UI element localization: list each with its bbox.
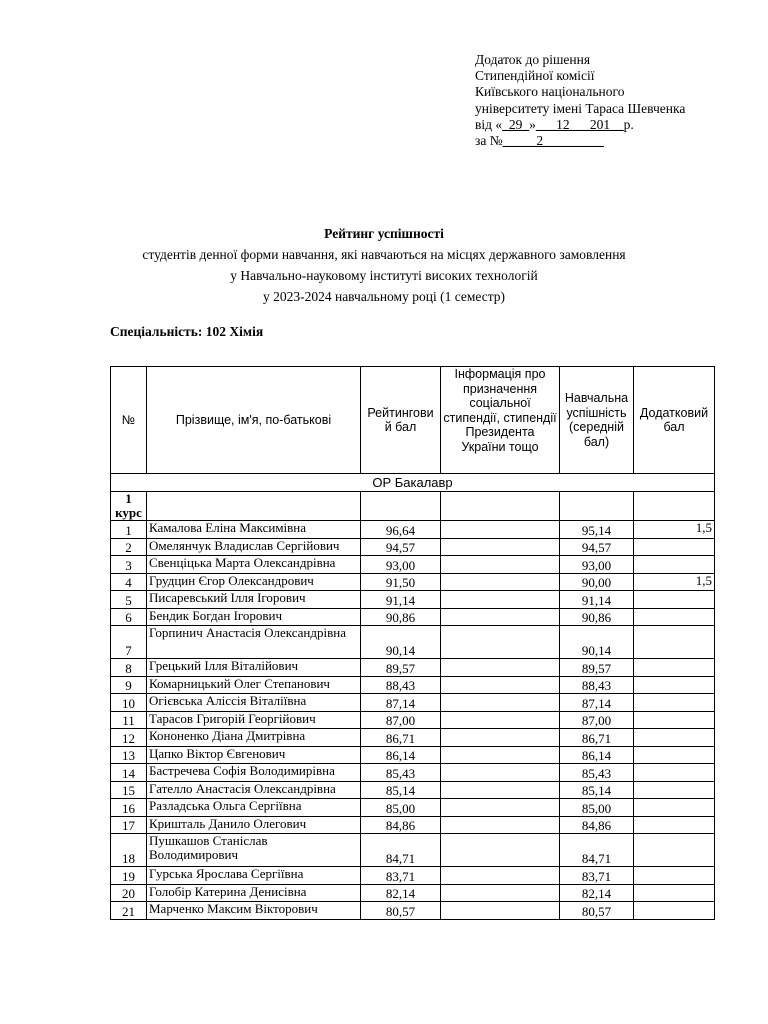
rating-score: 84,86	[361, 816, 441, 834]
student-name: Огієвська Аліссія Віталіївна	[147, 694, 361, 712]
scholarship-info	[441, 538, 560, 556]
table-row	[111, 816, 715, 834]
section-row: ОР Бакалавр	[111, 474, 715, 492]
rating-score: 96,64	[361, 521, 441, 539]
scholarship-info	[441, 556, 560, 574]
header-date-line	[475, 117, 685, 133]
table-row	[111, 799, 715, 817]
col-header-performance: Навчальна успішність (середній бал)	[560, 367, 634, 474]
date-suffix: р.	[623, 116, 634, 132]
row-number: 19	[111, 867, 147, 885]
scholarship-info	[441, 729, 560, 747]
row-number: 12	[111, 729, 147, 747]
table-row	[111, 556, 715, 574]
row-number: 6	[111, 608, 147, 626]
student-name: Комарницький Олег Степанович	[147, 676, 361, 694]
table-row	[111, 711, 715, 729]
scholarship-info	[441, 834, 560, 867]
col-header-rating: Рейтингови й бал	[361, 367, 441, 474]
scholarship-info	[441, 781, 560, 799]
document-title	[0, 223, 768, 307]
average-score: 89,57	[560, 659, 634, 677]
table-row	[111, 538, 715, 556]
extra-points	[634, 816, 715, 834]
table-row	[111, 867, 715, 885]
scholarship-info	[441, 746, 560, 764]
student-name: Гателло Анастасія Олександрівна	[147, 781, 361, 799]
student-name: Писаревський Ілля Ігорович	[147, 591, 361, 609]
scholarship-info	[441, 764, 560, 782]
extra-points	[634, 781, 715, 799]
rating-score: 89,57	[361, 659, 441, 677]
average-score: 87,00	[560, 711, 634, 729]
col-header-num: №	[111, 367, 147, 474]
rating-score: 90,86	[361, 608, 441, 626]
row-number: 9	[111, 676, 147, 694]
scholarship-info	[441, 573, 560, 591]
rating-score: 80,57	[361, 902, 441, 920]
student-name: Марченко Максим Вікторович	[147, 902, 361, 920]
date-day: _29_	[502, 116, 530, 132]
rating-table	[110, 366, 715, 920]
row-number: 16	[111, 799, 147, 817]
extra-points	[634, 538, 715, 556]
average-score: 86,14	[560, 746, 634, 764]
scholarship-info	[441, 591, 560, 609]
scholarship-info	[441, 884, 560, 902]
row-number: 2	[111, 538, 147, 556]
rating-score: 94,57	[361, 538, 441, 556]
average-score: 82,14	[560, 884, 634, 902]
row-number: 15	[111, 781, 147, 799]
extra-points	[634, 608, 715, 626]
rating-score: 87,14	[361, 694, 441, 712]
student-name: Разладська Ольга Сергіївна	[147, 799, 361, 817]
scholarship-info	[441, 711, 560, 729]
table-row	[111, 884, 715, 902]
average-score: 87,14	[560, 694, 634, 712]
student-name: Тарасов Григорій Георгійович	[147, 711, 361, 729]
average-score: 80,57	[560, 902, 634, 920]
decision-number: _____2_________	[502, 133, 604, 149]
extra-points: 1,5	[634, 573, 715, 591]
table-row	[111, 573, 715, 591]
scholarship-info	[441, 608, 560, 626]
student-name: Гурська Ярослава Сергіївна	[147, 867, 361, 885]
average-score: 90,86	[560, 608, 634, 626]
table-row	[111, 834, 715, 867]
scholarship-info	[441, 694, 560, 712]
average-score: 91,14	[560, 591, 634, 609]
average-score: 88,43	[560, 676, 634, 694]
scholarship-info	[441, 902, 560, 920]
row-number: 18	[111, 834, 147, 867]
row-number: 7	[111, 626, 147, 659]
course-label: 1 курс	[111, 492, 147, 521]
table-row	[111, 764, 715, 782]
extra-points	[634, 746, 715, 764]
scholarship-info	[441, 521, 560, 539]
title-line: у 2023-2024 навчальному році (1 семестр)	[262, 289, 506, 304]
table-row	[111, 781, 715, 799]
table-row	[111, 659, 715, 677]
scholarship-info	[441, 816, 560, 834]
rating-score: 85,14	[361, 781, 441, 799]
extra-points	[634, 694, 715, 712]
extra-points	[634, 556, 715, 574]
scholarship-info	[441, 659, 560, 677]
extra-points	[634, 799, 715, 817]
student-name: Грудцин Єгор Олександрович	[147, 573, 361, 591]
row-number: 10	[111, 694, 147, 712]
extra-points	[634, 676, 715, 694]
extra-points	[634, 834, 715, 867]
extra-points	[634, 729, 715, 747]
scholarship-info	[441, 676, 560, 694]
extra-points	[634, 902, 715, 920]
student-name: Грецький Ілля Віталійович	[147, 659, 361, 677]
table-row	[111, 746, 715, 764]
row-number: 5	[111, 591, 147, 609]
extra-points	[634, 659, 715, 677]
extra-points	[634, 884, 715, 902]
col-header-name: Прізвище, ім'я, по-батькові	[147, 367, 361, 474]
number-prefix: за №	[475, 133, 503, 149]
table-row	[111, 626, 715, 659]
title-line: студентів денної форми навчання, які навчаються на місцях державного замовлення	[142, 247, 626, 262]
specialty-label: Спеціальність: 102 Хімія	[110, 324, 264, 339]
row-number: 21	[111, 902, 147, 920]
student-name: Голобір Катерина Денисівна	[147, 884, 361, 902]
table-row	[111, 608, 715, 626]
average-score: 85,00	[560, 799, 634, 817]
average-score: 94,57	[560, 538, 634, 556]
header-line: Київського національного	[475, 84, 625, 100]
average-score: 84,71	[560, 834, 634, 867]
date-mid: »	[529, 116, 536, 132]
row-number: 14	[111, 764, 147, 782]
student-name: Кононенко Діана Дмитрівна	[147, 729, 361, 747]
date-month: ___12___	[535, 116, 590, 132]
student-name: Цапко Віктор Євгенович	[147, 746, 361, 764]
extra-points	[634, 867, 715, 885]
table-row	[111, 521, 715, 539]
average-score: 85,14	[560, 781, 634, 799]
extra-points	[634, 591, 715, 609]
row-number: 3	[111, 556, 147, 574]
table-row	[111, 902, 715, 920]
date-year: 201__	[589, 116, 624, 132]
row-number: 4	[111, 573, 147, 591]
rating-score: 82,14	[361, 884, 441, 902]
row-number: 17	[111, 816, 147, 834]
rating-score: 86,71	[361, 729, 441, 747]
header-line: Додаток до рішення	[475, 52, 591, 67]
average-score: 93,00	[560, 556, 634, 574]
student-name: Свенціцька Марта Олександрівна	[147, 556, 361, 574]
header-line: університету імені Тараса Шевченка	[475, 100, 686, 116]
average-score: 95,14	[560, 521, 634, 539]
extra-points: 1,5	[634, 521, 715, 539]
student-name: Бендик Богдан Ігорович	[147, 608, 361, 626]
extra-points	[634, 626, 715, 659]
col-header-info: Інформація про призначення соціальної стипендії, стипендії Президента України тощо	[441, 367, 560, 474]
rating-score: 88,43	[361, 676, 441, 694]
scholarship-info	[441, 799, 560, 817]
rating-score: 85,00	[361, 799, 441, 817]
date-prefix: від «	[475, 116, 503, 132]
scholarship-info	[441, 867, 560, 885]
average-score: 85,43	[560, 764, 634, 782]
average-score: 90,14	[560, 626, 634, 659]
scholarship-info	[441, 626, 560, 659]
student-name: Камалова Еліна Максимівна	[147, 521, 361, 539]
header-line: Стипендійної комісії	[475, 68, 595, 84]
rating-score: 91,14	[361, 591, 441, 609]
rating-score: 91,50	[361, 573, 441, 591]
row-number: 11	[111, 711, 147, 729]
title-line: у Навчально-науковому інституті високих технологій	[230, 268, 538, 283]
row-number: 8	[111, 659, 147, 677]
col-header-extra: Додатковий бал	[634, 367, 715, 474]
rating-score: 90,14	[361, 626, 441, 659]
title-main: Рейтинг успішності	[324, 226, 444, 241]
rating-score: 87,00	[361, 711, 441, 729]
extra-points	[634, 711, 715, 729]
extra-points	[634, 764, 715, 782]
student-name: Горпинич Анастасія Олександрівна	[147, 626, 361, 659]
rating-score: 86,14	[361, 746, 441, 764]
rating-score: 83,71	[361, 867, 441, 885]
rating-score: 93,00	[361, 556, 441, 574]
average-score: 84,86	[560, 816, 634, 834]
table-row	[111, 676, 715, 694]
student-name: Пушкашов Станіслав Володимирович	[147, 834, 361, 867]
approval-header	[475, 52, 685, 149]
student-name: Бастречева Софія Володимирівна	[147, 764, 361, 782]
table-row	[111, 694, 715, 712]
row-number: 1	[111, 521, 147, 539]
table-row	[111, 729, 715, 747]
header-number-line	[475, 133, 685, 149]
student-name: Кришталь Данило Олегович	[147, 816, 361, 834]
row-number: 20	[111, 884, 147, 902]
row-number: 13	[111, 746, 147, 764]
average-score: 90,00	[560, 573, 634, 591]
rating-score: 84,71	[361, 834, 441, 867]
rating-score: 85,43	[361, 764, 441, 782]
student-name: Омелянчук Владислав Сергійович	[147, 538, 361, 556]
average-score: 86,71	[560, 729, 634, 747]
table-row	[111, 591, 715, 609]
average-score: 83,71	[560, 867, 634, 885]
